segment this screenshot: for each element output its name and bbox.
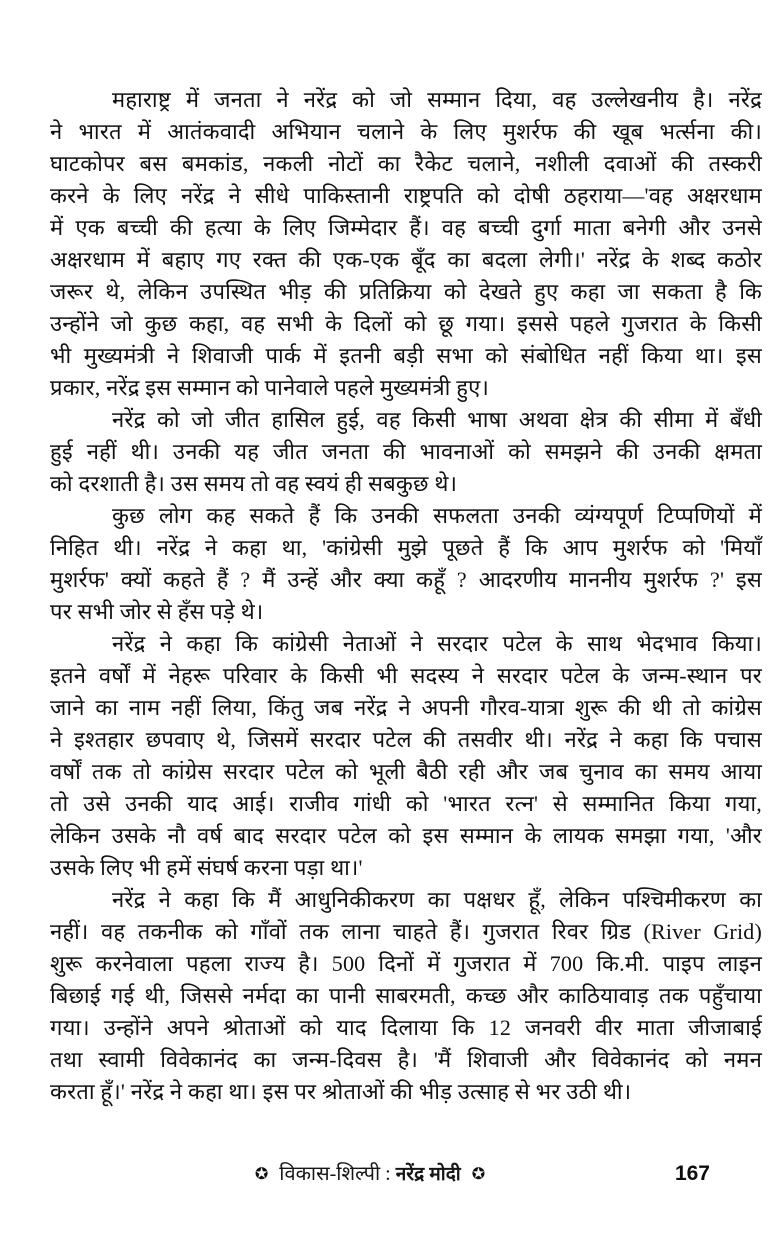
paragraph: [50, 84, 762, 404]
text-line: को दरशाती है। उस समय तो वह स्वयं ही सबकुछ थे।: [50, 471, 458, 496]
text-line: करता हूँ।' नरेंद्र ने कहा था। इस पर श्रोताओं की भीड़ उत्साह से भर उठी थी।: [50, 1079, 632, 1104]
flower-ornament-icon: ✪: [254, 1166, 269, 1183]
text-line: महाराष्ट्र में जनता ने नरेंद्र को जो सम्मान दिया, वह उल्लेखनीय है। नरेंद्र: [112, 87, 762, 112]
text-line: तथा स्वामी विवेकानंद का जन्म-दिवस है। 'मैं शिवाजी और विवेकानंद को नमन: [50, 1047, 762, 1072]
text-line: निहित थी। नरेंद्र ने कहा था, 'कांग्रेसी मुझे पूछते हैं कि आप मुशर्रफ को 'मियाँ: [50, 535, 762, 560]
text-line: शुरू करनेवाला पहला राज्य है। 500 दिनों में गुजरात में 700 कि.मी. पाइप लाइन: [50, 951, 762, 976]
text-line: भी मुख्यमंत्री ने शिवाजी पार्क में इतनी बड़ी सभा को संबोधित नहीं किया था। इस: [50, 343, 762, 368]
text-line: अक्षरधाम में बहाए गए रक्त की एक-एक बूँद का बदला लेगी।' नरेंद्र के शब्द कठोर: [50, 247, 762, 272]
text-line: इतने वर्षों में नेहरू परिवार के किसी भी सदस्य ने सरदार पटेल के जन्म-स्थान पर: [50, 663, 762, 688]
text-line: नरेंद्र ने कहा कि मैं आधुनिकीकरण का पक्षधर हूँ, लेकिन पश्चिमीकरण का: [112, 887, 762, 912]
running-title-series: विकास-शिल्पी :: [279, 1163, 391, 1185]
text-line: जाने का नाम नहीं लिया, किंतु जब नरेंद्र ने अपनी गौरव-यात्रा शुरू की थी तो कांग्रेस: [50, 695, 762, 720]
text-line: उन्होंने जो कुछ कहा, वह सभी के दिलों को छू गया। इससे पहले गुजरात के किसी: [50, 311, 762, 336]
text-line: ने इश्तहार छपवाए थे, जिसमें सरदार पटेल की तसवीर थी। नरेंद्र ने कहा कि पचास: [50, 727, 762, 752]
paragraph: [50, 404, 762, 500]
text-line: प्रकार, नरेंद्र इस सम्मान को पानेवाले पहले मुख्यमंत्री हुए।: [50, 375, 489, 400]
text-line: नरेंद्र को जो जीत हासिल हुई, वह किसी भाषा अथवा क्षेत्र की सीमा में बँधी: [112, 407, 762, 432]
text-line: ने भारत में आतंकवादी अभियान चलाने के लिए मुशर्रफ की खूब भर्त्सना की।: [50, 119, 762, 144]
paragraph: [50, 500, 762, 628]
paragraph: [50, 628, 762, 884]
text-line: पर सभी जोर से हँस पड़े थे।: [50, 599, 264, 624]
text-line: कुछ लोग कह सकते हैं कि उनकी सफलता उनकी व्यंग्यपूर्ण टिप्पणियों में: [112, 503, 762, 528]
text-line: तो उसे उनकी याद आई। राजीव गांधी को 'भारत रत्न' से सम्मानित किया गया,: [50, 791, 762, 816]
text-line: जरूर थे, लेकिन उपस्थित भीड़ की प्रतिक्रिया को देखते हुए कहा जा सकता है कि: [50, 279, 762, 304]
text-line: वर्षों तक तो कांग्रेस सरदार पटेल को भूली बैठी रही और जब चुनाव का समय आया: [50, 759, 762, 784]
text-line: लेकिन उसके नौ वर्ष बाद सरदार पटेल को इस सम्मान के लायक समझा गया, 'और: [50, 823, 762, 848]
text-line: बिछाई गई थी, जिससे नर्मदा का पानी साबरमती, कच्छ और काठियावाड़ तक पहुँचाया: [50, 983, 762, 1008]
text-line: घाटकोपर बस बमकांड, नकली नोटों का रैकेट चलाने, नशीली दवाओं की तस्करी: [50, 151, 762, 176]
text-line: नरेंद्र ने कहा कि कांग्रेसी नेताओं ने सरदार पटेल के साथ भेदभाव किया।: [112, 631, 762, 656]
text-line: गया। उन्होंने अपने श्रोताओं को याद दिलाया कि 12 जनवरी वीर माता जीजाबाई: [50, 1015, 762, 1040]
text-line: उसके लिए भी हमें संघर्ष करना पड़ा था।': [50, 855, 363, 880]
page-body: [50, 84, 762, 1108]
page-footer: [50, 1158, 762, 1192]
page-number: 167: [674, 1162, 710, 1185]
text-line: नहीं। वह तकनीक को गाँवों तक लाना चाहते हैं। गुजरात रिवर ग्रिड (River Grid): [50, 919, 762, 944]
running-title-book-name: नरेंद्र मोदी: [395, 1164, 461, 1185]
text-line: में एक बच्ची की हत्या के लिए जिम्मेदार हैं। वह बच्ची दुर्गा माता बनेगी और उनसे: [50, 215, 762, 240]
text-line: करने के लिए नरेंद्र ने सीधे पाकिस्तानी राष्ट्रपति को दोषी ठहराया—'वह अक्षरधाम: [50, 183, 762, 208]
text-line: हुई नहीं थी। उनकी यह जीत जनता की भावनाओं को समझने की उनकी क्षमता: [50, 439, 762, 464]
text-line: मुशर्रफ' क्यों कहते हैं ? मैं उन्हें और क्या कहूँ ? आदरणीय माननीय मुशर्रफ ?' इस: [50, 567, 762, 592]
flower-ornament-icon: ✪: [471, 1166, 486, 1183]
paragraph: [50, 884, 762, 1108]
running-title: [249, 1160, 491, 1190]
